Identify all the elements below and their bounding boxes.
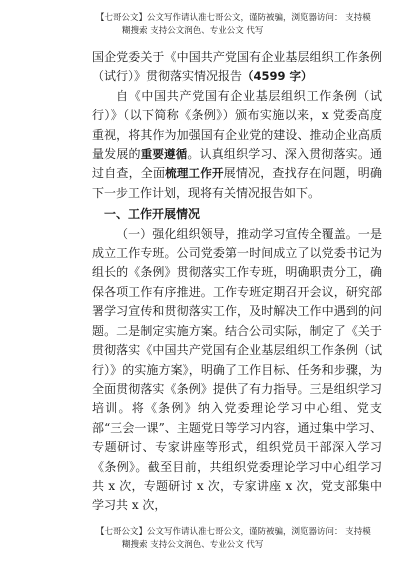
title-word-count: （4599 字）	[242, 69, 313, 84]
footer-line-1: 【七哥公文】公文写作请认准七哥公文，谨防被骗，浏览器访问： 支持模	[96, 527, 371, 537]
document-title	[92, 48, 382, 87]
intro-text-2: 。认真组织学习、深入贯彻落实。通过自查，全面	[92, 147, 382, 181]
intro-text-3: 展情况，查找存在问题，明确下一步工作计划，现将有关情况报告如下。	[92, 166, 382, 200]
section-heading: 一、工作开展情况	[104, 207, 201, 222]
page-header-notice	[96, 12, 396, 38]
title-text: 国企党委关于《中国共产党国有企业基层组织工作条例（试行）》贯彻落实情况报告	[92, 50, 382, 84]
document-body	[92, 48, 382, 516]
page-footer-notice	[96, 526, 396, 552]
footer-line-2: 糊搜索 支持公文润色、专业公文 代写	[122, 540, 264, 550]
section-paragraph: （一）强化组织领导，推动学习宣传全覆盖。一是成立工作专班。公司党委第一时间成立了以党委书记为组长的《条例》贯彻落实工作专班，明确职责分工，确保各项工作有序推进。工作专班定期召开会议，研究部署学习宣传和贯彻落实工作，及时解决工作中遇到的问题。二是制定实施方案。结合公司实际，制定了《关于贯彻落实《中国共产党国有企业基层组织工作条例（试行）》的实施方案》，明确了工作目标、任务和步骤，为全面贯彻落实《条例》提供了有力指导。三是组织学习培训。将《条例》纳入党委理论学习中心组、党支部“三会一课”、主题党日等学习内容，通过集中学习、专题研讨、专家讲座等形式，组织党员干部深入学习《条例》。截至目前，共组织党委理论学习中心组学习共 x 次，专题研讨 x 次，专家讲座 x 次，党支部集中学习共 x 次，	[92, 226, 382, 513]
intro-paragraph	[92, 87, 382, 203]
intro-text-1: 自《中国共产党国有企业基层组织工作条例（试行）》（以下简称《条例》）颁布实施以来，x 党委高度重视，将其作为加强国有企业党的建设、推动企业高质量发展的	[92, 88, 382, 162]
header-line-1: 【七哥公文】公文写作请认准七哥公文，谨防被骗，浏览器访问： 支持模	[96, 13, 371, 23]
intro-bold-1: 重要遵循	[140, 147, 188, 162]
intro-bold-2: 梳理工作开	[165, 166, 224, 181]
header-line-2: 糊搜索 支持公文润色、专业公文 代写	[122, 26, 264, 36]
